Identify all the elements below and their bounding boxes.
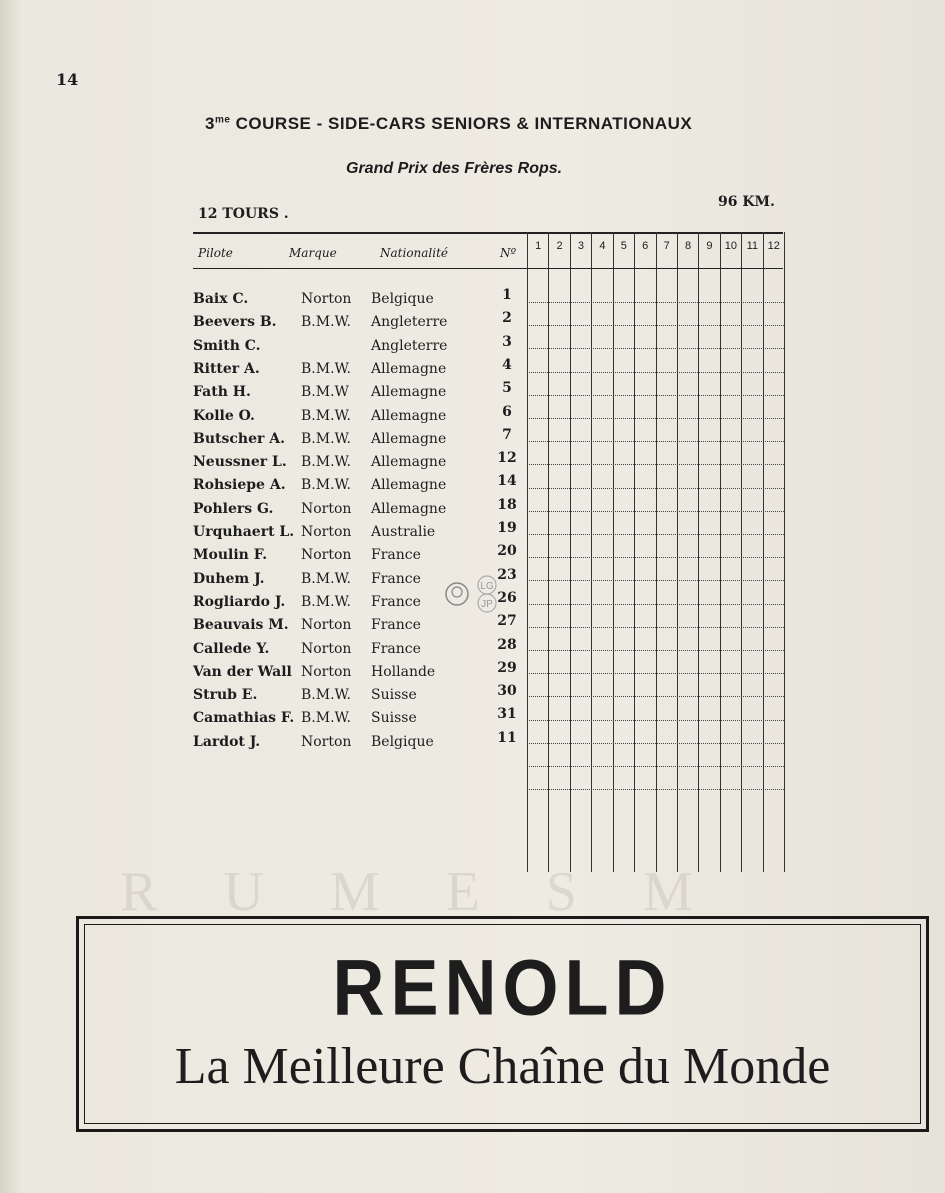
distance-label: 96 KM.	[718, 194, 775, 210]
rider-row	[193, 520, 523, 546]
lap-dotted-row	[527, 604, 784, 605]
rider-nationality: Allemagne	[371, 384, 447, 401]
rider-pilot: Kolle O.	[193, 407, 255, 424]
rider-nationality: Allemagne	[371, 454, 447, 471]
rider-brand: B.M.W.	[301, 570, 351, 587]
lap-dotted-row	[527, 395, 784, 396]
rider-number: 14	[497, 473, 517, 490]
lap-number: 4	[599, 240, 606, 252]
rider-pilot: Callede Y.	[193, 640, 270, 657]
lap-column	[720, 232, 741, 872]
rider-number: 7	[502, 426, 512, 443]
rider-row	[193, 450, 523, 476]
lap-dotted-row	[527, 418, 784, 419]
rider-brand: B.M.W.	[301, 430, 351, 447]
lap-number: 2	[556, 240, 563, 252]
lap-grid	[527, 232, 784, 872]
lap-dotted-row	[527, 557, 784, 558]
lap-column	[527, 232, 548, 872]
lap-column	[656, 232, 677, 872]
rider-brand: Norton	[301, 547, 352, 564]
lap-number: 1	[535, 240, 542, 252]
rider-number: 20	[497, 543, 517, 560]
lap-dotted-row	[527, 302, 784, 303]
bleed-through-text: R U M E S M	[120, 861, 719, 923]
rider-pilot: Ritter A.	[193, 360, 260, 377]
rider-row	[193, 333, 523, 360]
rider-brand: B.M.W.	[301, 407, 351, 424]
rider-row	[193, 380, 523, 406]
lap-dotted-row	[527, 650, 784, 651]
rider-row	[193, 729, 523, 756]
rider-nationality: Allemagne	[371, 477, 447, 494]
page-number: 14	[56, 70, 79, 89]
rider-nationality: Belgique	[371, 291, 434, 307]
column-header-brand: Marque	[289, 246, 337, 260]
lap-dotted-row	[527, 441, 784, 442]
rider-nationality: Allemagne	[371, 360, 447, 377]
lap-column	[741, 232, 762, 872]
rider-number: 2	[502, 310, 512, 327]
rider-row	[193, 310, 523, 336]
rider-brand: Norton	[301, 640, 352, 657]
rider-pilot: Neussner L.	[193, 454, 287, 471]
rider-pilot: Moulin F.	[193, 547, 268, 564]
rider-number: 18	[497, 496, 517, 513]
advertisement-inner-border	[84, 924, 921, 1124]
rider-nationality: France	[371, 593, 421, 610]
lap-dotted-row	[527, 325, 784, 326]
lap-column	[548, 232, 569, 872]
rider-pilot: Beevers B.	[193, 314, 277, 331]
rider-nationality: France	[371, 640, 421, 657]
lap-dotted-row	[527, 534, 784, 535]
rider-row	[193, 356, 523, 383]
lap-dotted-row	[527, 743, 784, 744]
rider-brand: B.M.W.	[301, 710, 351, 727]
rider-brand: B.M.W.	[301, 593, 351, 610]
rider-pilot: Rogliardo J.	[193, 593, 286, 610]
rider-brand: Norton	[301, 663, 352, 680]
lap-column	[613, 232, 634, 872]
laps-label: 12 TOURS .	[198, 206, 289, 222]
rider-row	[193, 706, 523, 732]
lap-number: 7	[663, 240, 670, 252]
rider-pilot: Van der Wall	[193, 663, 292, 680]
advertisement-slogan: La Meilleure Chaîne du Monde	[174, 1038, 831, 1095]
lap-dotted-row	[527, 580, 784, 581]
lap-dotted-row	[527, 766, 784, 767]
rider-number: 12	[497, 450, 517, 467]
lap-number: 10	[724, 240, 738, 252]
rider-row	[193, 659, 523, 686]
rider-nationality: Belgique	[371, 733, 434, 750]
rider-brand: Norton	[301, 291, 352, 307]
rider-number: 11	[497, 729, 517, 746]
column-header-number: Nº	[500, 246, 517, 260]
lap-number: 3	[577, 240, 585, 252]
lap-dotted-row	[527, 696, 784, 697]
course-title	[205, 114, 692, 134]
rider-pilot: Smith C.	[193, 337, 261, 354]
rider-brand: Norton	[301, 500, 352, 517]
rider-nationality: Angleterre	[371, 314, 448, 331]
lap-number: 12	[767, 240, 780, 252]
rider-row	[193, 543, 523, 569]
rider-pilot: Butscher A.	[193, 430, 285, 447]
rider-nationality: Allemagne	[371, 500, 447, 517]
rider-pilot: Pohlers G.	[193, 500, 274, 517]
lap-column	[591, 232, 612, 872]
rider-row	[193, 473, 523, 499]
lap-number: 11	[746, 240, 759, 252]
advertisement-brand: RENOLD	[332, 944, 673, 1032]
rider-brand: B.M.W	[301, 384, 349, 401]
lap-column	[763, 232, 784, 872]
rider-brand: Norton	[301, 524, 352, 540]
column-header-nationality: Nationalité	[380, 246, 449, 260]
rider-number: 4	[502, 356, 512, 373]
race-subtitle: Grand Prix des Frères Rops.	[346, 160, 563, 177]
rider-nationality: Hollande	[371, 663, 436, 680]
rider-brand: B.M.W.	[301, 314, 351, 331]
rider-brand: B.M.W.	[301, 477, 351, 494]
rider-brand: B.M.W.	[301, 687, 351, 704]
lap-column	[634, 232, 655, 872]
rider-brand: B.M.W.	[301, 360, 351, 377]
rider-number: 1	[502, 287, 512, 303]
rider-brand: B.M.W.	[301, 454, 351, 471]
lgjp-watermark-logo	[443, 572, 501, 616]
lap-column	[570, 232, 591, 872]
rider-pilot: Baix C.	[193, 291, 249, 307]
rider-nationality: Suisse	[371, 710, 417, 727]
renold-advertisement	[76, 916, 929, 1132]
rider-number: 31	[497, 706, 517, 723]
lap-number: 6	[642, 240, 649, 252]
rider-number: 30	[497, 683, 517, 700]
lap-dotted-row	[527, 348, 784, 349]
lap-column	[677, 232, 698, 872]
course-ordinal: 3	[205, 114, 215, 133]
rider-number: 27	[497, 613, 517, 630]
lap-dotted-row	[527, 372, 784, 373]
lap-column-end	[784, 232, 785, 872]
rider-nationality: France	[371, 547, 421, 564]
rider-nationality: Suisse	[371, 687, 417, 704]
rider-pilot: Urquhaert L.	[193, 524, 295, 540]
rider-nationality: France	[371, 617, 421, 634]
rider-row	[193, 636, 523, 663]
rider-row	[193, 426, 523, 453]
rider-nationality: France	[371, 570, 421, 587]
lap-dotted-row	[527, 673, 784, 674]
rider-row	[193, 403, 523, 430]
rider-pilot: Beauvais M.	[193, 617, 289, 634]
lap-dotted-row	[527, 627, 784, 628]
rider-number: 3	[502, 333, 512, 350]
rider-pilot: Strub E.	[193, 687, 258, 704]
rider-brand: Norton	[301, 733, 352, 750]
rider-brand: Norton	[301, 617, 352, 634]
lap-dotted-row	[527, 511, 784, 512]
lap-number: 5	[620, 240, 627, 252]
rider-nationality: Angleterre	[371, 337, 448, 354]
rider-pilot: Duhem J.	[193, 570, 265, 587]
rider-pilot: Rohsiepe A.	[193, 477, 286, 494]
rider-number: 29	[497, 659, 517, 676]
rider-nationality: Allemagne	[371, 430, 447, 447]
course-title-text: COURSE - SIDE-CARS SENIORS & INTERNATIONAUX	[235, 114, 693, 133]
rider-row	[193, 496, 523, 523]
rider-nationality: Australie	[371, 524, 436, 540]
svg-text:LG: LG	[480, 581, 494, 592]
rider-number: 26	[497, 589, 517, 606]
rider-number: 6	[502, 403, 512, 420]
rider-pilot: Fath H.	[193, 384, 251, 401]
lap-number: 8	[684, 240, 692, 252]
rider-row	[193, 613, 523, 639]
rider-number: 5	[502, 380, 512, 397]
lap-column	[698, 232, 719, 872]
lap-dotted-row	[527, 488, 784, 489]
lap-dotted-row	[527, 789, 784, 790]
lap-dotted-row	[527, 464, 784, 465]
column-header-pilot: Pilote	[198, 246, 233, 260]
rider-number: 23	[497, 566, 517, 583]
course-ordinal-suffix: me	[214, 114, 231, 126]
lap-dotted-row	[527, 720, 784, 721]
rider-pilot: Lardot J.	[193, 733, 261, 750]
lap-number: 9	[706, 240, 713, 252]
rider-nationality: Allemagne	[371, 407, 447, 424]
rider-row	[193, 683, 523, 709]
rider-number: 19	[497, 520, 517, 536]
rider-pilot: Camathias F.	[193, 710, 295, 727]
rider-row	[193, 287, 523, 313]
rider-number: 28	[497, 636, 517, 653]
svg-text:JP: JP	[481, 599, 493, 610]
